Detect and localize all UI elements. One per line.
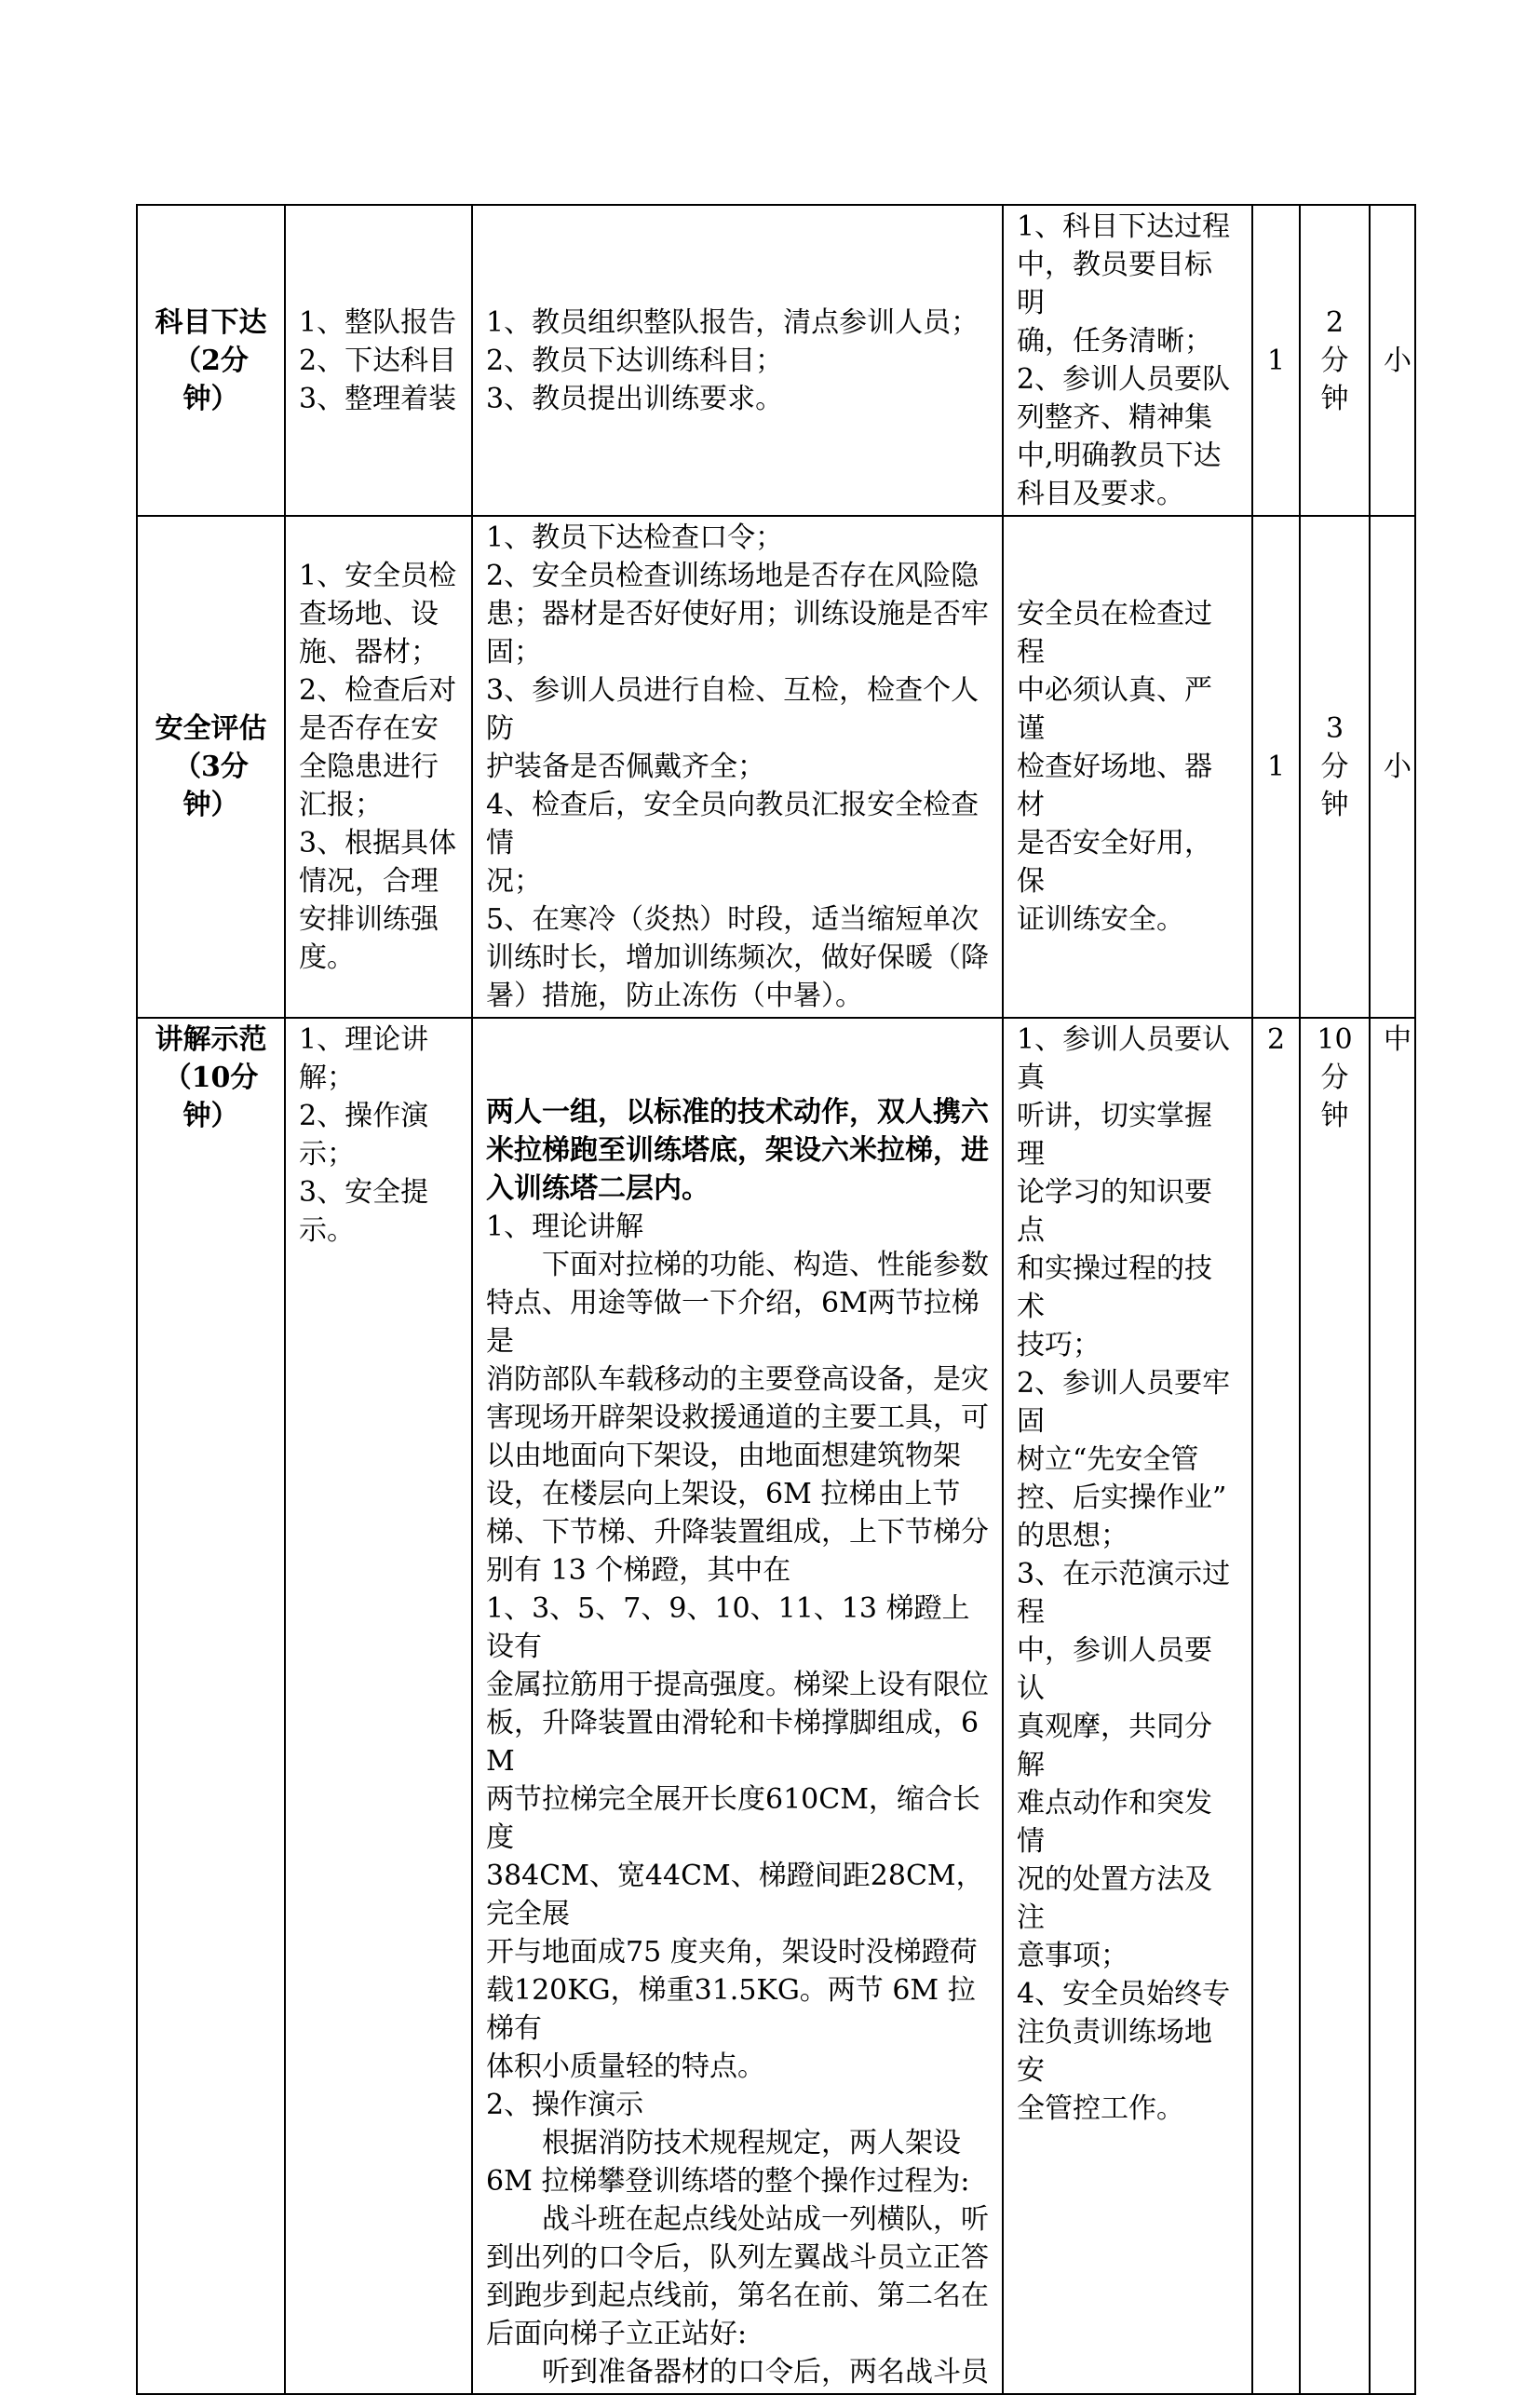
content-cell: 1、安全员检 查场地、设 施、器材； 2、检查后对 是否存在安 全隐患进行 汇报； 3、根据具体 情况，合理 安排训练强 度。 [285,516,472,1018]
requirements-cell: 1、科目下达过程 中，教员要目标明 确，任务清晰； 2、参训人员要队 列整齐、精神集 中,明确教员下达 科目及要求。 [1003,205,1252,516]
groups-cell: 1 [1252,205,1300,516]
requirements-cell: 1、参训人员要认真 听讲，切实掌握理 论学习的知识要点 和实操过程的技术 技巧； 2、参训人员要牢固 树立“先安全管 控、后实操作业” 的思想； 3、在示范演示过程 中，参训人员要认 真观摩，共同分解 难点动作和突发情 况的处置方法及注 意事项； 4、安全员始终专 注负责训练场地安 全管控工作。 [1003,1018,1252,2394]
intensity-cell: 小 [1370,516,1415,1018]
intensity-cell: 小 [1370,205,1415,516]
table-row [137,516,1415,1018]
subject-cell: 科目下达 （2分 钟） [137,205,285,516]
time-cell: 2 分 钟 [1300,205,1370,516]
subject-cell: 安全评估 （3分 钟） [137,516,285,1018]
method-summary: 两人一组，以标准的技术动作，双人携六 米拉梯跑至训练塔底，架设六米拉梯，进 入训练塔二层内。 [486,1096,989,1205]
content-cell: 1、理论讲 解； 2、操作演 示； 3、安全提 示。 [285,1018,472,2394]
method-detail: 1、理论讲解 下面对拉梯的功能、构造、性能参数 特点、用途等做一下介绍，6M两节拉梯是 消防部队车载移动的主要登高设备，是灾 害现场开辟架设救援通道的主要工具，可 以由地面向下架设，由地面想建筑物架 设，在楼层向上架设，6M 拉梯由上节 梯、下节梯、升降装置组成，上下节梯分 别有 13 个梯蹬，其中在 1、3、5、7、9、10、11、13 梯蹬上设有 金属拉筋用于提高强度。梯梁上设有限位 板，升降装置由滑轮和卡梯撑脚组成，6M 两节拉梯完全展开长度610CM，缩合长度 384CM、宽44CM、梯蹬间距28CM，完全展 开与地面成75 度夹角，架设时没梯蹬荷 载120KG，梯重31.5KG。两节 6M 拉梯有 体积小质量轻的特点。 2、操作演示 根据消防技术规程规定，两人架设 6M 拉梯攀登训练塔的整个操作过程为: 战斗班在起点线处站成一列横队，听 到出列的口令后，队列左翼战斗员立正答 到跑步到起点线前，第名在前、第二名在 后面向梯子立正站好: 听到准备器材的口令后，两名战斗员 [486,1211,989,2388]
time-cell: 10 分 钟 [1300,1018,1370,2394]
groups-cell: 1 [1252,516,1300,1018]
training-plan-table [136,204,1416,2395]
table-row [137,1018,1415,2394]
table-row [137,205,1415,516]
time-cell: 3 分 钟 [1300,516,1370,1018]
method-cell: 1、教员下达检查口令； 2、安全员检查训练场地是否存在风险隐 患；器材是否好使好用；训练设施是否牢 固； 3、参训人员进行自检、互检，检查个人防 护装备是否佩戴齐全； 4、检查后，安全员向教员汇报安全检查情 况； 5、在寒冷（炎热）时段，适当缩短单次 训练时长，增加训练频次，做好保暖（降 暑）措施，防止冻伤（中暑）。 [472,516,1003,1018]
groups-cell: 2 [1252,1018,1300,2394]
requirements-cell: 安全员在检查过程 中必须认真、严谨 检查好场地、器材 是否安全好用，保 证训练安全。 [1003,516,1252,1018]
method-cell [472,1018,1003,2394]
subject-cell: 讲解示范 （10分 钟） [137,1018,285,2394]
intensity-cell: 中 [1370,1018,1415,2394]
method-cell: 1、教员组织整队报告，清点参训人员； 2、教员下达训练科目； 3、教员提出训练要求。 [472,205,1003,516]
content-cell: 1、整队报告 2、下达科目 3、整理着装 [285,205,472,516]
